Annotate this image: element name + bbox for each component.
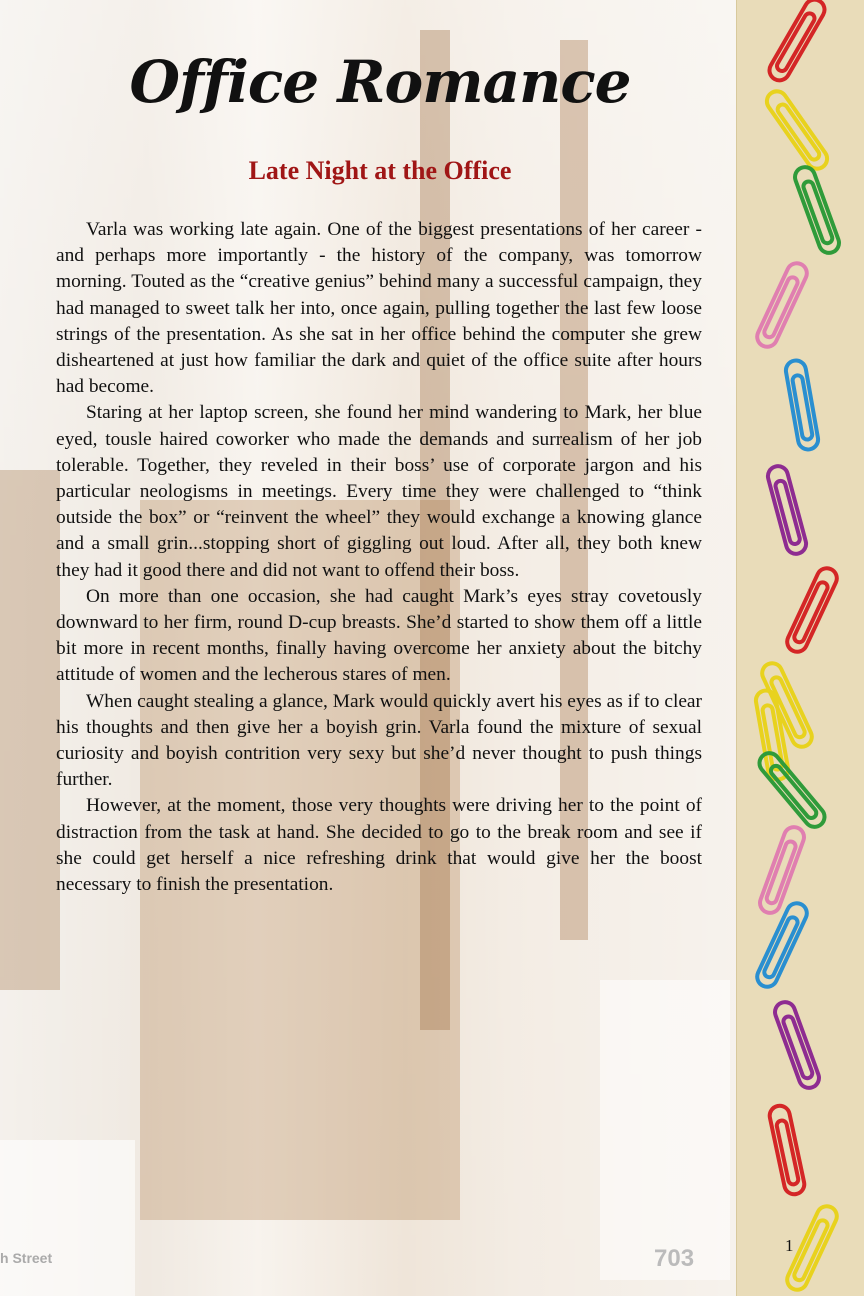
paperclip-yellow (763, 87, 831, 172)
story-title: Office Romance (129, 48, 631, 116)
paperclip-sidebar (736, 0, 864, 1296)
paragraph: Varla was working late again. One of the biggest presentations of her career - and perhaps more importantly - the history of the company, was tomorrow morning. Touted as the “creative genius” behind many a successful campaign, they had managed to sweet talk her into, once again, pulling together the last few loose strings of the presentation. As she sat in her office behind the computer she grew disheartened at just how familiar the dark and quiet of the office suite after hours had become. (56, 219, 702, 398)
paperclip-blue-2 (754, 900, 810, 990)
paragraph: Staring at her laptop screen, she found her mind wandering to Mark, her blue eyed, tousle haired coworker who made the demands and surrealism of her job tolerable. Together, they reveled in their boss’ use of corporate jargon and his particular neologisms in meetings. Every time they were challenged to “think outside the box” or “reinvent the wheel” they would exchange a knowing glance and a small grin...stopping short of giggling out loud. After all, they both knew they had it good there and did not want to offend their boss. (56, 402, 702, 581)
chapter-title: Late Night at the Office (248, 156, 512, 185)
paperclip-green (792, 164, 842, 255)
paperclip-red-2 (784, 565, 840, 655)
box-label-text: h Street (0, 1250, 53, 1266)
paperclip-red-3 (768, 1104, 806, 1196)
page-number: 1 (785, 1236, 794, 1255)
paperclip-red (766, 0, 828, 84)
paperclip-blue (784, 359, 819, 451)
story-body (56, 217, 702, 898)
paperclips-graphic (737, 0, 864, 1296)
paperclip-purple (766, 464, 809, 556)
paragraph: When caught stealing a glance, Mark would quickly avert his eyes as if to clear his thoughts and then give her a boyish grin. Varla found the mixture of sexual curiosity and boyish contrition very sexy but she’d never thought to push things further. (56, 690, 702, 791)
paragraph: On more than one occasion, she had caught Mark’s eyes stray covetously downward to her firm, round D-cup breasts. She’d started to show them off a little bit more in recent months, finally having overcome her anxiety about the bitchy attitude of women and the lecherous stares of men. (56, 585, 702, 686)
box-number-text: 703 (654, 1245, 695, 1272)
paperclip-pink (754, 260, 810, 350)
paperclip-purple-2 (772, 999, 822, 1090)
paragraph: However, at the moment, those very thoughts were driving her to the point of distraction from the task at hand. She decided to go to the break room and see if she could get herself a nice refreshing drink that would give her the boost necessary to finish the presentation. (56, 795, 702, 896)
